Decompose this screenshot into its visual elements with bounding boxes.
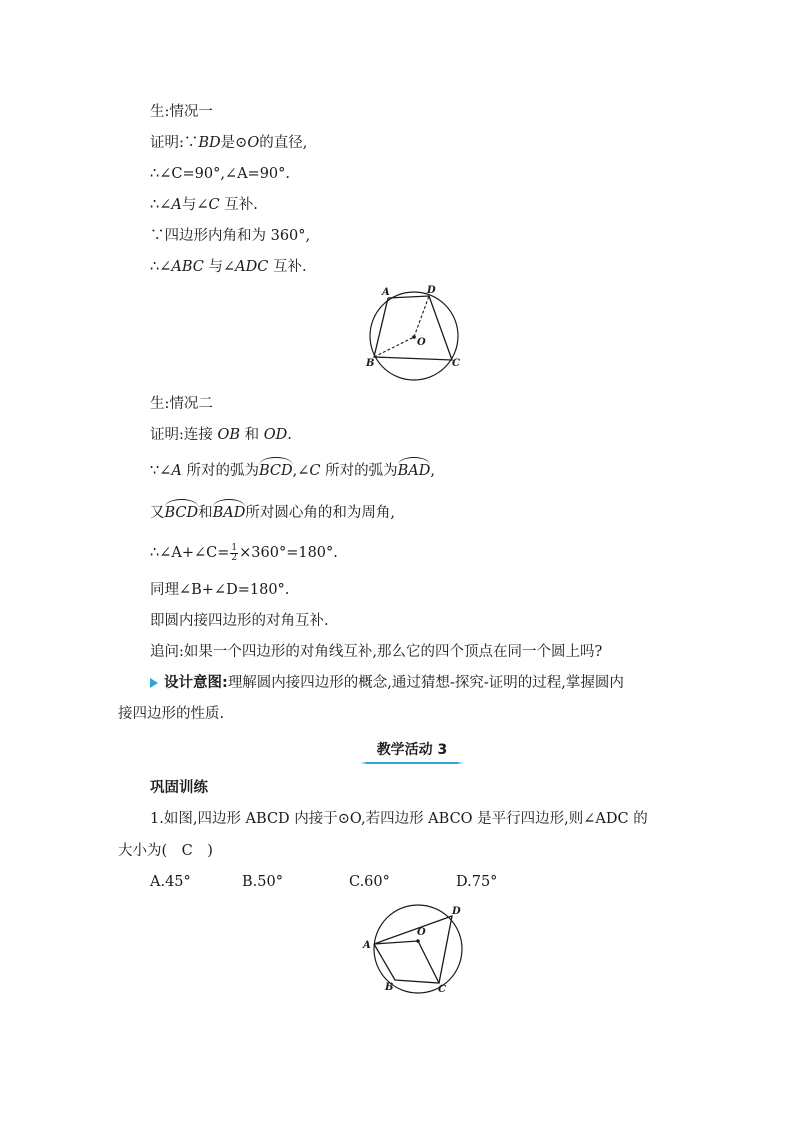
fig1-dashed-ob [374, 337, 414, 357]
case2-sum-line: ∴∠A+∠C= $\frac{1}{2}$ ×360°=180°. [150, 542, 338, 563]
fig1-dashed-od [414, 296, 429, 337]
fig2-label-c: C [438, 984, 446, 995]
design-intent-line-2: 接四边形的性质. [118, 706, 225, 722]
choice-d: D.75° [456, 874, 498, 890]
case2-arcs-line: ∵∠A 所对的弧为BCD,∠C 所对的弧为BAD, [150, 463, 435, 479]
fig2-oc [418, 941, 439, 983]
design-intent-line-1: 设计意图:理解圆内接四边形的概念,通过猜想-探究-证明的过程,掌握圆内 [150, 673, 624, 693]
question-1-line-2: 大小为( C ) [118, 843, 213, 859]
fig2-label-b: B [385, 982, 394, 993]
case2-similarly: 同理∠B+∠D=180°. [150, 582, 290, 598]
fig1-label-a: A [382, 287, 390, 298]
fig1-label-o: O [417, 337, 426, 348]
choice-c: C.60° [349, 874, 390, 890]
fig1-quadrilateral [374, 296, 452, 360]
choice-b: B.50° [242, 874, 283, 890]
arc-bad: BAD [397, 463, 431, 479]
fig1-center-dot [412, 335, 416, 339]
case2-conclusion: 即圆内接四边形的对角互补. [150, 613, 329, 629]
case1-proof-line: 证明:∵BD是⊙O的直径, [150, 135, 308, 151]
activity-heading: 教学活动 3 [366, 741, 458, 764]
case2-title: 生:情况二 [150, 396, 213, 412]
fig2-quadrilateral [374, 916, 452, 983]
figure-2-parallelogram-inscribed [358, 904, 470, 996]
fraction-one-half: $\frac{1}{2}$ [231, 542, 238, 563]
figure-1-inscribed-quadrilateral [355, 284, 470, 384]
case2-central-angles-line: 又BCD和BAD所对圆心角的和为周角, [150, 505, 396, 521]
fig1-label-c: C [452, 358, 460, 369]
question-1-line-1: 1.如图,四边形 ABCD 内接于⊙O,若四边形 ABCO 是平行四边形,则∠ADC 的 [150, 811, 648, 827]
fig2-circle [374, 905, 462, 993]
choice-a: A.45° [150, 874, 191, 890]
fig2-label-o: O [417, 927, 426, 938]
case1-right-angles: ∴∠C=90°,∠A=90°. [150, 166, 291, 182]
fig2-center-dot [416, 939, 420, 943]
arc-bcd: BCD [258, 463, 293, 479]
triangle-bullet-icon [150, 678, 158, 688]
case1-angle-sum: ∵四边形内角和为 360°, [150, 228, 311, 244]
arc-bad-2: BAD [212, 505, 246, 521]
case2-follow-up: 追问:如果一个四边形的对角线互补,那么它的四个顶点在同一个圆上吗? [150, 644, 603, 660]
fig1-label-b: B [366, 358, 375, 369]
fig1-label-d: D [427, 285, 436, 296]
fig2-label-d: D [452, 906, 461, 917]
practice-title: 巩固训练 [150, 780, 208, 796]
case1-a-c-supplementary: ∴∠A与∠C 互补. [150, 197, 258, 213]
case2-connect-line: 证明:连接 OB 和 OD. [150, 427, 292, 443]
case1-title: 生:情况一 [150, 104, 213, 120]
arc-bcd-2: BCD [164, 505, 199, 521]
case1-abc-adc-supplementary: ∴∠ABC 与∠ADC 互补. [150, 259, 307, 275]
fig2-label-a: A [363, 940, 371, 951]
